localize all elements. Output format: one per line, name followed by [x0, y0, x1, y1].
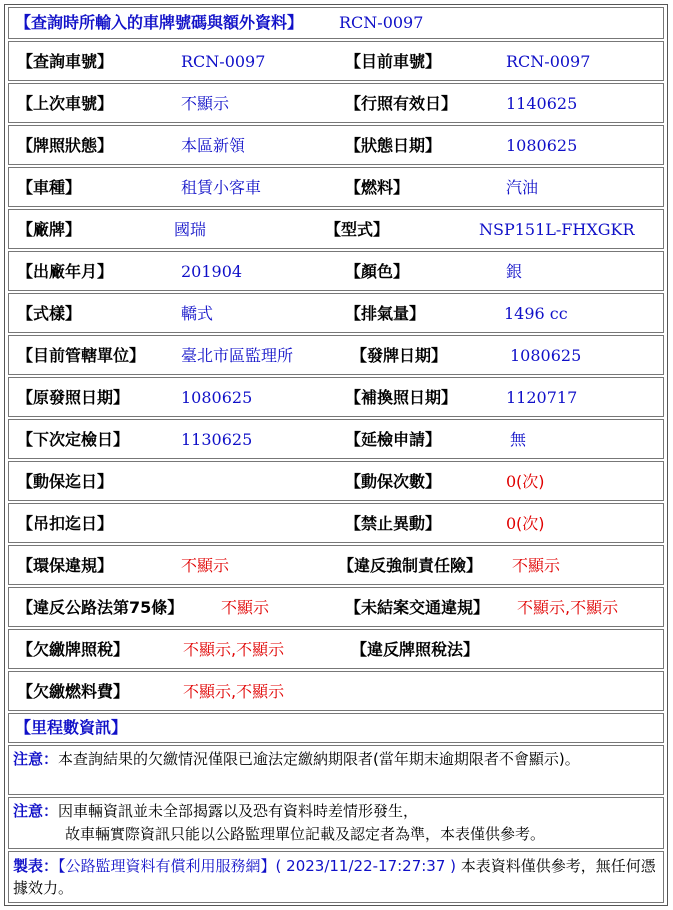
- row-label: 【狀態日期】: [345, 136, 442, 155]
- row-value-count: 0: [506, 472, 517, 491]
- table-row: [8, 419, 664, 459]
- table-row: [8, 41, 664, 81]
- row-value: 1120717: [506, 388, 578, 407]
- mileage-title: 【里程數資訊】: [15, 718, 128, 737]
- row-value-unit: (次): [516, 472, 545, 491]
- footer-label: 製表：: [13, 857, 59, 875]
- row-value: 無: [510, 430, 527, 449]
- row-value: 不顯示: [512, 556, 561, 575]
- footer-text: 本表資料僅供參考，無任何憑據效力。: [13, 857, 656, 897]
- row-label: 【排氣量】: [345, 304, 426, 323]
- row-label: 【下次定檢日】: [17, 430, 130, 449]
- row-label: 【欠繳牌照稅】: [17, 640, 130, 659]
- row-value: 不顯示,不顯示: [183, 682, 285, 701]
- note-label: 注意：: [13, 802, 59, 820]
- row-label: 【動保次數】: [345, 472, 442, 491]
- note-unpaid: [8, 745, 664, 795]
- note-line-2: 故車輛實際資訊只能以公路監理單位記載及認定者為準，本表僅供參考。: [65, 825, 546, 843]
- vehicle-info-table: [4, 4, 668, 906]
- row-label: 【環保違規】: [17, 556, 114, 575]
- row-label: 【違反公路法第75條】: [17, 598, 184, 617]
- row-label: 【違反強制責任險】: [338, 556, 483, 575]
- table-row: [8, 545, 664, 585]
- row-value: 銀: [506, 262, 523, 281]
- row-value-unit: (次): [516, 514, 545, 533]
- row-label: 【吊扣迄日】: [17, 514, 114, 533]
- row-label: 【欠繳燃料費】: [17, 682, 130, 701]
- row-value: 租賃小客車: [181, 178, 262, 197]
- row-value: 1080625: [510, 346, 582, 365]
- row-value: 臺北市區監理所: [181, 346, 294, 365]
- row-value: RCN-0097: [506, 52, 591, 71]
- report-footer: [8, 851, 664, 903]
- row-label: 【行照有效日】: [345, 94, 458, 113]
- row-label: 【牌照狀態】: [17, 136, 114, 155]
- row-label: 【原發照日期】: [17, 388, 130, 407]
- row-label: 【補換照日期】: [345, 388, 458, 407]
- row-value: 不顯示,不顯示: [517, 598, 619, 617]
- row-value: 轎式: [181, 304, 214, 323]
- note-disclaimer: [8, 797, 664, 849]
- row-label: 【目前管轄單位】: [17, 346, 146, 365]
- footer-timestamp: ( 2023/11/22-17:27:37 ): [275, 857, 457, 875]
- mileage-section: [8, 713, 664, 743]
- row-label: 【型式】: [325, 220, 390, 239]
- table-row: [8, 293, 664, 333]
- footer-source: 【公路監理資料有償利用服務網】: [58, 857, 276, 875]
- query-header-plate: RCN-0097: [339, 13, 424, 32]
- query-header-title: 【查詢時所輸入的車牌號碼與額外資料】: [15, 13, 304, 32]
- row-label: 【動保迄日】: [17, 472, 114, 491]
- row-label: 【上次車號】: [17, 94, 114, 113]
- row-value: RCN-0097: [181, 52, 266, 71]
- row-value: 本區新領: [181, 136, 246, 155]
- note-text: 本查詢結果的欠繳情況僅限已逾法定繳納期限者(當年期末逾期限者不會顯示)。: [58, 750, 580, 768]
- row-value-count: 0: [506, 514, 517, 533]
- row-label: 【出廠年月】: [17, 262, 114, 281]
- table-row: [8, 251, 664, 291]
- table-row: [8, 335, 664, 375]
- row-value: 不顯示: [221, 598, 270, 617]
- row-label: 【廠牌】: [17, 220, 82, 239]
- row-value: 201904: [181, 262, 243, 281]
- table-row: [8, 377, 664, 417]
- table-row: [8, 125, 664, 165]
- row-label: 【查詢車號】: [17, 52, 114, 71]
- table-row: [8, 461, 664, 501]
- row-label: 【燃料】: [345, 178, 410, 197]
- row-value: 1080625: [506, 136, 578, 155]
- note-line-1: 因車輛資訊並未全部揭露以及恐有資料時差情形發生，: [58, 802, 419, 820]
- row-label: 【車種】: [17, 178, 82, 197]
- row-label: 【禁止異動】: [345, 514, 442, 533]
- row-value: 1130625: [181, 430, 253, 449]
- row-label: 【發牌日期】: [351, 346, 448, 365]
- row-value: 1140625: [506, 94, 578, 113]
- row-label: 【延檢申請】: [345, 430, 442, 449]
- row-value: 不顯示: [181, 556, 230, 575]
- row-label: 【違反牌照稅法】: [351, 640, 480, 659]
- row-value: 1496 cc: [504, 304, 568, 323]
- table-row: [8, 167, 664, 207]
- table-row: [8, 503, 664, 543]
- row-value: 不顯示,不顯示: [183, 640, 285, 659]
- row-label: 【未結案交通違規】: [345, 598, 490, 617]
- row-label: 【式樣】: [17, 304, 82, 323]
- row-label: 【顏色】: [345, 262, 410, 281]
- row-value: 汽油: [506, 178, 539, 197]
- table-row: [8, 209, 664, 249]
- row-value: NSP151L-FHXGKR: [479, 220, 635, 239]
- query-header: [8, 7, 664, 39]
- table-row: [8, 83, 664, 123]
- table-row: [8, 587, 664, 627]
- row-value: 1080625: [181, 388, 253, 407]
- row-value: 不顯示: [181, 94, 230, 113]
- row-label: 【目前車號】: [345, 52, 442, 71]
- table-row: [8, 629, 664, 669]
- note-label: 注意：: [13, 750, 59, 768]
- table-row: [8, 671, 664, 711]
- row-value: 國瑞: [174, 220, 207, 239]
